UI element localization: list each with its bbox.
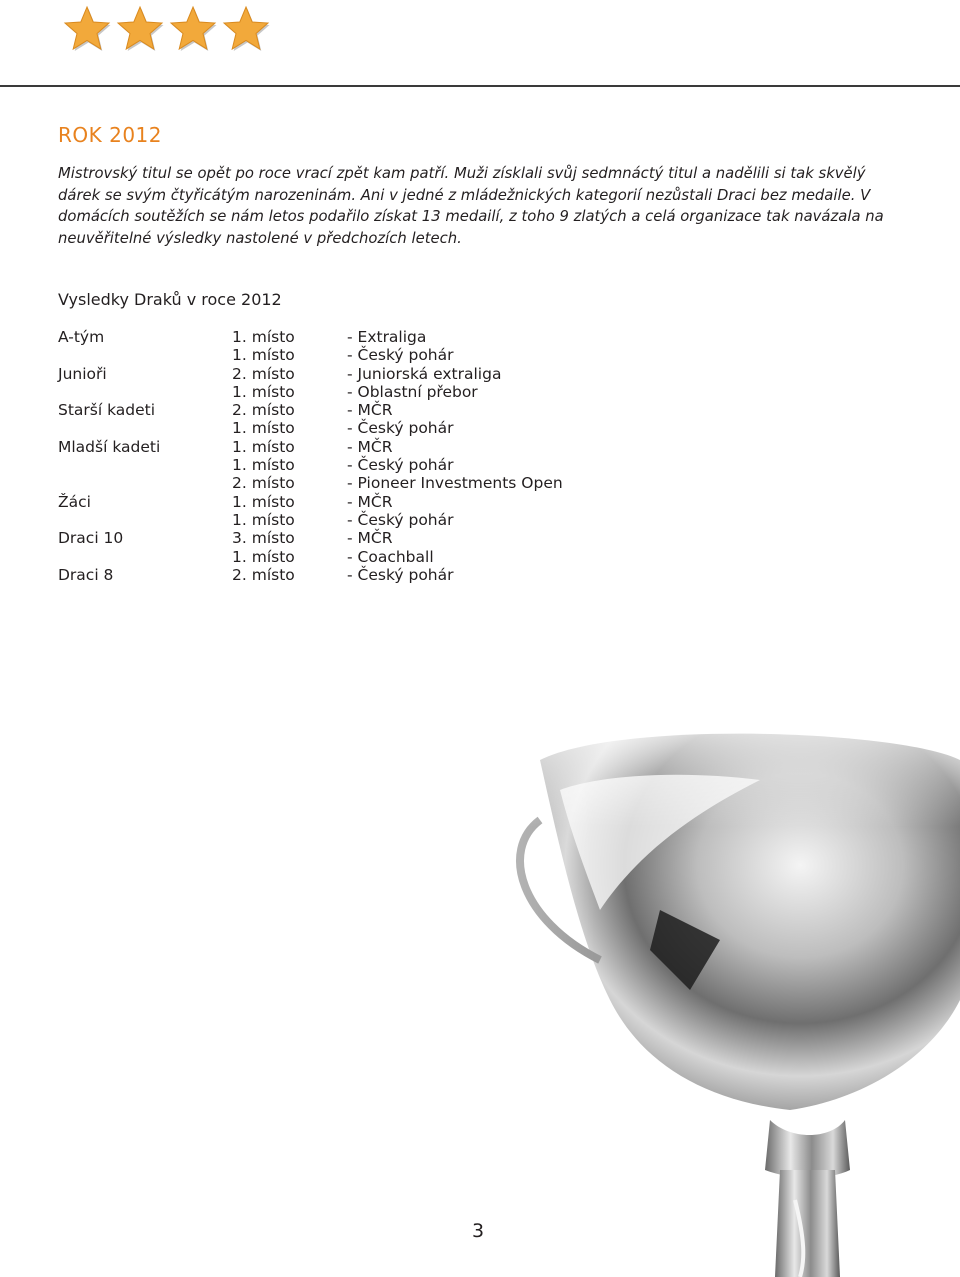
result-competition: - Coachball: [347, 547, 434, 566]
result-category: [58, 419, 232, 437]
results-row: [58, 456, 563, 474]
result-category: Draci 10: [58, 529, 124, 548]
results-row: [58, 365, 563, 383]
trophy-image: [0, 700, 960, 1277]
results-row: [58, 566, 563, 584]
result-category: [58, 383, 232, 401]
result-competition: - MČR: [347, 437, 393, 456]
result-category: Junioři: [58, 364, 107, 383]
result-competition: - Český pohár: [347, 510, 454, 529]
result-category: A-tým: [58, 328, 105, 346]
results-row: [58, 401, 563, 419]
result-place: 2. místo: [232, 364, 295, 383]
result-competition: - Juniorská extraliga: [347, 364, 502, 383]
results-table: [58, 328, 563, 584]
results-row: [58, 383, 563, 401]
star-icon: [221, 4, 271, 54]
result-place: 2. místo: [232, 565, 295, 584]
result-place: 1. místo: [232, 328, 295, 346]
result-place: 1. místo: [232, 492, 295, 511]
result-place: 1. místo: [232, 419, 295, 438]
section-heading: ROK 2012: [58, 123, 163, 147]
star-icon: [115, 4, 165, 54]
result-competition: - Český pohár: [347, 456, 454, 475]
star-icon: [62, 4, 112, 54]
result-competition: - Český pohár: [347, 346, 454, 365]
results-row: [58, 529, 563, 547]
results-row: [58, 493, 563, 511]
result-category: [58, 511, 232, 529]
result-category: Draci 8: [58, 565, 114, 584]
result-place: 2. místo: [232, 401, 295, 420]
result-place: 1. místo: [232, 346, 295, 365]
result-category: Starší kadeti: [58, 401, 156, 420]
results-row: [58, 328, 563, 346]
result-competition: - Pioneer Investments Open: [347, 474, 563, 493]
result-category: Žáci: [58, 492, 91, 511]
results-row: [58, 419, 563, 437]
result-category: [58, 474, 232, 492]
results-row: [58, 438, 563, 456]
results-row: [58, 548, 563, 566]
result-competition: - MČR: [347, 492, 393, 511]
result-place: 1. místo: [232, 456, 295, 475]
result-competition: - Český pohár: [347, 419, 454, 438]
result-place: 3. místo: [232, 529, 295, 548]
star-icon: [168, 4, 218, 54]
result-category: Mladší kadeti: [58, 437, 161, 456]
star-rating: [62, 4, 282, 54]
results-row: [58, 511, 563, 529]
result-competition: - Český pohár: [347, 565, 454, 584]
result-competition: - MČR: [347, 529, 393, 548]
result-place: 1. místo: [232, 510, 295, 529]
result-competition: - Extraliga: [347, 328, 427, 346]
results-title: Vysledky Draků v roce 2012: [58, 290, 282, 309]
result-category: [58, 456, 232, 474]
result-place: 1. místo: [232, 547, 295, 566]
intro-paragraph: Mistrovský titul se opět po roce vrací zpět kam patří. Muži získlali svůj sedmnáctý titul a nadělili si tak skvělý dárek se svým čtyřicátým narozeninám. Ani v jedné z mládežnických kategorií nezůstali Draci bez medaile. V domácích soutěžích se nám letos podařilo získat 13 medailí, z toho 9 zlatých a celá organizace tak navázala na neuvěřitelné výsledky nastolené v předchozích letech.: [58, 165, 884, 247]
result-place: 1. místo: [232, 437, 295, 456]
result-competition: - MČR: [347, 401, 393, 420]
header-divider: [0, 85, 960, 87]
results-row: [58, 474, 563, 492]
result-category: [58, 346, 232, 364]
result-place: 1. místo: [232, 382, 295, 401]
result-category: [58, 548, 232, 566]
results-row: [58, 346, 563, 364]
result-place: 2. místo: [232, 474, 295, 493]
result-competition: - Oblastní přebor: [347, 382, 478, 401]
page-number: 3: [472, 1220, 485, 1242]
